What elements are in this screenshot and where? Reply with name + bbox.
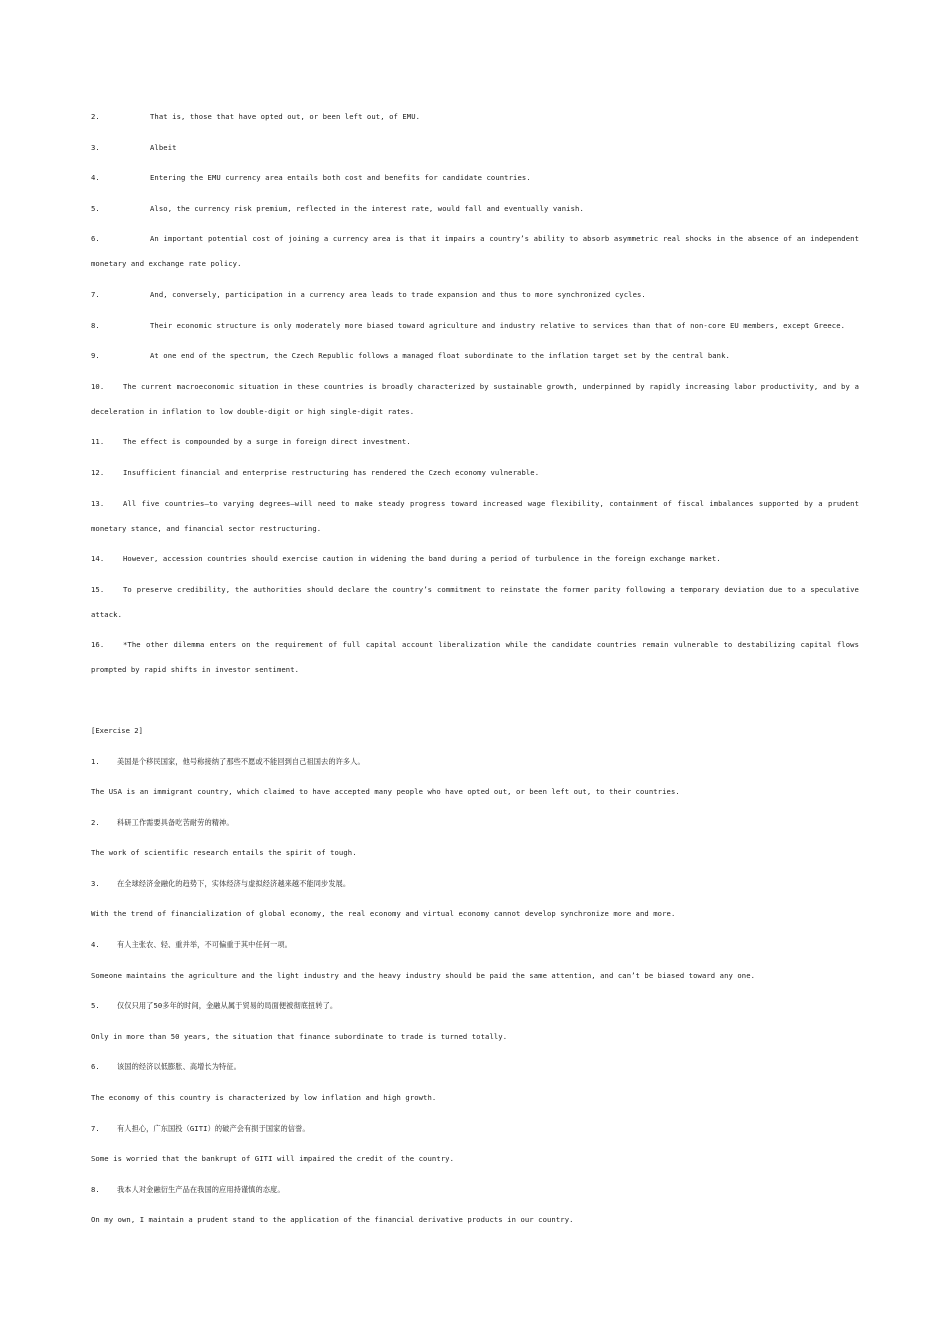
note-item bbox=[91, 282, 859, 307]
translation-notes-list bbox=[91, 104, 859, 682]
chinese-text: 有人担心，广东国投（GITI）的破产会有损于国家的信誉。 bbox=[117, 1123, 310, 1133]
exercise-number: 8. bbox=[91, 1184, 100, 1194]
exercise-english-translation: Some is worried that the bankrupt of GITI will impaired the credit of the country. bbox=[91, 1154, 455, 1164]
exercise-number: 5. bbox=[91, 1001, 100, 1011]
note-number: 11. bbox=[91, 437, 105, 447]
note-text: That is, those that have opted out, or been left out, of EMU. bbox=[150, 112, 421, 121]
exercise-item bbox=[91, 1177, 859, 1233]
note-item bbox=[91, 491, 859, 541]
note-item bbox=[91, 165, 859, 190]
note-number: 6. bbox=[91, 234, 100, 244]
exercise-number: 7. bbox=[91, 1123, 100, 1133]
note-number: 8. bbox=[91, 320, 100, 330]
note-number: 9. bbox=[91, 351, 100, 361]
note-item bbox=[91, 374, 859, 424]
section-spacer bbox=[91, 688, 859, 718]
note-text: Insufficient financial and enterprise restructuring has rendered the Czech economy vulnerable. bbox=[123, 467, 540, 477]
exercise-english-translation: With the trend of financialization of global economy, the real economy and virtual economy cannot develop synchronize more and more. bbox=[91, 909, 676, 919]
chinese-text: 在全球经济金融化的趋势下，实体经济与虚拟经济越来越不能同步发展。 bbox=[117, 878, 351, 888]
exercise-english-translation: The USA is an immigrant country, which claimed to have accepted many people who have opted out, or been left out, to their countries. bbox=[91, 787, 680, 797]
note-text: However, accession countries should exercise caution in widening the band during a period of turbulence in the foreign exchange market. bbox=[123, 554, 721, 564]
exercise-chinese-sentence bbox=[91, 1116, 859, 1141]
note-text: Albeit bbox=[150, 142, 177, 152]
exercise-chinese-sentence bbox=[91, 749, 859, 774]
exercise-number: 4. bbox=[91, 940, 100, 950]
note-number: 7. bbox=[91, 289, 100, 299]
note-text: Their economic structure is only moderately more biased toward agriculture and industry relative to services than that of non-core EU members, except Greece. bbox=[150, 320, 846, 330]
note-item bbox=[91, 226, 859, 276]
note-item bbox=[91, 460, 859, 485]
note-item bbox=[91, 632, 859, 682]
note-text: Entering the EMU currency area entails both cost and benefits for candidate countries. bbox=[150, 173, 531, 183]
note-item bbox=[91, 546, 859, 571]
note-number: 12. bbox=[91, 467, 105, 477]
note-item bbox=[91, 577, 859, 627]
exercise-item bbox=[91, 1116, 859, 1172]
exercise-number: 3. bbox=[91, 878, 100, 888]
exercise-item bbox=[91, 1054, 859, 1110]
note-text: At one end of the spectrum, the Czech Republic follows a managed float subordinate to the inflation target set by the central bank. bbox=[150, 351, 730, 361]
chinese-text: 美国是个移民国家，他号称接纳了那些不愿或不能回到自己祖国去的许多人。 bbox=[117, 756, 365, 766]
note-item bbox=[91, 343, 859, 368]
chinese-text: 我本人对金融衍生产品在我国的应用持谨慎的态度。 bbox=[117, 1184, 285, 1194]
exercise-number: 6. bbox=[91, 1062, 100, 1072]
exercise-english-translation: The work of scientific research entails the spirit of tough. bbox=[91, 848, 357, 858]
note-item bbox=[91, 196, 859, 221]
exercise-heading: [Exercise 2] bbox=[91, 725, 143, 735]
exercise-number: 1. bbox=[91, 756, 100, 766]
note-text: To preserve credibility, the authorities should declare the country’s commitment to reinstate the former parity following a temporary deviation due to a speculative attack. bbox=[91, 584, 859, 619]
note-item bbox=[91, 313, 859, 338]
exercise-chinese-sentence bbox=[91, 993, 859, 1018]
note-number: 4. bbox=[91, 173, 100, 183]
note-text: Also, the currency risk premium, reflected in the interest rate, would fall and eventually vanish. bbox=[150, 203, 584, 213]
note-number: 3. bbox=[91, 142, 100, 152]
note-number: 14. bbox=[91, 554, 105, 564]
exercise-list bbox=[91, 749, 859, 1233]
note-item bbox=[91, 135, 859, 160]
exercise-english-translation: On my own, I maintain a prudent stand to the application of the financial derivative products in our country. bbox=[91, 1215, 574, 1225]
note-text: The current macroeconomic situation in these countries is broadly characterized by sustainable growth, underpinned by rapidly increasing labor productivity, and by a deceleration in inflation to low double-digit or high single-digit rates. bbox=[91, 381, 859, 416]
note-number: 13. bbox=[91, 498, 105, 508]
note-item bbox=[91, 429, 859, 454]
note-text: And, conversely, participation in a currency area leads to trade expansion and thus to more synchronized cycles. bbox=[150, 289, 646, 299]
exercise-english-translation: Only in more than 50 years, the situation that finance subordinate to trade is turned totally. bbox=[91, 1031, 508, 1041]
note-item bbox=[91, 104, 859, 129]
exercise-chinese-sentence bbox=[91, 1054, 859, 1079]
exercise-english-translation: Someone maintains the agriculture and the light industry and the heavy industry should be paid the same attention, and can’t be biased toward any one. bbox=[91, 970, 756, 980]
note-number: 15. bbox=[91, 584, 105, 594]
exercise-item bbox=[91, 871, 859, 927]
exercise-chinese-sentence bbox=[91, 871, 859, 896]
exercise-item bbox=[91, 810, 859, 866]
exercise-number: 2. bbox=[91, 817, 100, 827]
note-number: 2. bbox=[91, 112, 100, 121]
chinese-text: 科研工作需要具备吃苦耐劳的精神。 bbox=[117, 817, 234, 827]
chinese-text: 仅仅只用了50多年的时间，金融从属于贸易的局面便被彻底扭转了。 bbox=[117, 1001, 338, 1011]
note-text: All five countries—to varying degrees—will need to make steady progress toward increased wage flexibility, containment of fiscal imbalances supported by a prudent monetary stance, and financial sector restructuring. bbox=[91, 498, 859, 533]
exercise-chinese-sentence bbox=[91, 1177, 859, 1202]
exercise-english-translation: The economy of this country is characterized by low inflation and high growth. bbox=[91, 1093, 437, 1103]
exercise-item bbox=[91, 993, 859, 1049]
note-text: *The other dilemma enters on the requirement of full capital account liberalization while the candidate countries remain vulnerable to destabilizing capital flows prompted by rapid shifts in investor sentiment. bbox=[91, 640, 859, 675]
exercise-chinese-sentence bbox=[91, 932, 859, 957]
exercise-chinese-sentence bbox=[91, 810, 859, 835]
note-text: An important potential cost of joining a currency area is that it impairs a country’s ability to absorb asymmetric real shocks in the absence of an independent monetary and exchange rate policy. bbox=[91, 234, 859, 269]
chinese-text: 有人主张农、轻、重并举，不可偏重于其中任何一项。 bbox=[117, 940, 292, 950]
note-number: 5. bbox=[91, 203, 100, 213]
note-text: The effect is compounded by a surge in foreign direct investment. bbox=[123, 437, 411, 447]
document-page bbox=[91, 104, 859, 1238]
exercise-item bbox=[91, 932, 859, 988]
note-number: 16. bbox=[91, 640, 105, 650]
note-number: 10. bbox=[91, 381, 105, 391]
exercise-item bbox=[91, 749, 859, 805]
chinese-text: 该国的经济以低膨胀、高增长为特征。 bbox=[117, 1062, 241, 1072]
